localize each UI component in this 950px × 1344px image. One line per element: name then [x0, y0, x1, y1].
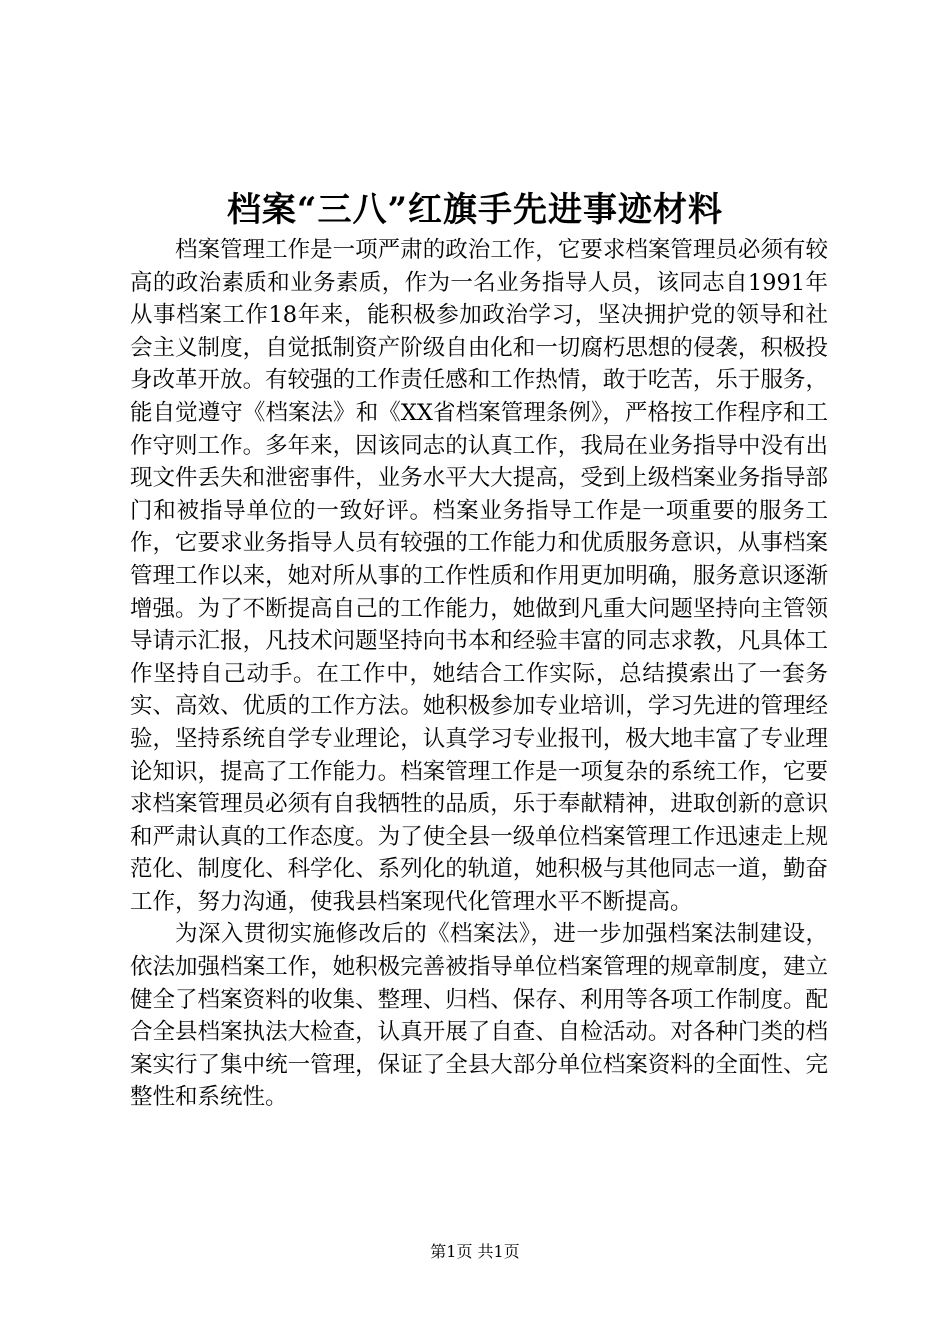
page-number: 第1页 共1页 — [430, 1242, 520, 1261]
document-body — [130, 234, 828, 1114]
paragraph-2: 为深入贯彻实施修改后的《档案法》，进一步加强档案法制建设，依法加强档案工作，她积极完善被指导单位档案管理的规章制度，建立健全了档案资料的收集、整理、归档、保存、利用等各项工作制度。配合全县档案执法大检查，认真开展了自查、自检活动。对各种门类的档案实行了集中统一管理，保证了全县大部分单位档案资料的全面性、完整性和系统性。 — [130, 921, 828, 1111]
paragraph-1: 档案管理工作是一项严肃的政治工作，它要求档案管理员必须有较高的政治素质和业务素质，作为一名业务指导人员，该同志自1991年从事档案工作18年来，能积极参加政治学习，坚决拥护党的领导和社会主义制度，自觉抵制资产阶级自由化和一切腐朽思想的侵袭，积极投身改革开放。有较强的工作责任感和工作热情，敢于吃苦，乐于服务，能自觉遵守《档案法》和《XX省档案管理条例》，严格按工作程序和工作守则工作。多年来，因该同志的认真工作，我局在业务指导中没有出现文件丢失和泄密事件，业务水平大大提高，受到上级档案业务指导部门和被指导单位的一致好评。档案业务指导工作是一项重要的服务工作，它要求业务指导人员有较强的工作能力和优质服务意识，从事档案管理工作以来，她对所从事的工作性质和作用更加明确，服务意识逐渐增强。为了不断提高自己的工作能力，她做到凡重大问题坚持向主管领导请示汇报，凡技术问题坚持向书本和经验丰富的同志求教，凡具体工作坚持自己动手。在工作中，她结合工作实际，总结摸索出了一套务实、高效、优质的工作方法。她积极参加专业培训，学习先进的管理经验，坚持系统自学专业理论，认真学习专业报刊，极大地丰富了专业理论知识，提高了工作能力。档案管理工作是一项复杂的系统工作，它要求档案管理员必须有自我牺牲的品质，乐于奉献精神，进取创新的意识和严肃认真的工作态度。为了使全县一级单位档案管理工作迅速走上规范化、制度化、科学化、系列化的轨道，她积极与其他同志一道，勤奋工作，努力沟通，使我县档案现代化管理水平不断提高。 — [130, 237, 828, 915]
document-title: 档案“三八”红旗手先进事迹材料 — [226, 190, 724, 230]
